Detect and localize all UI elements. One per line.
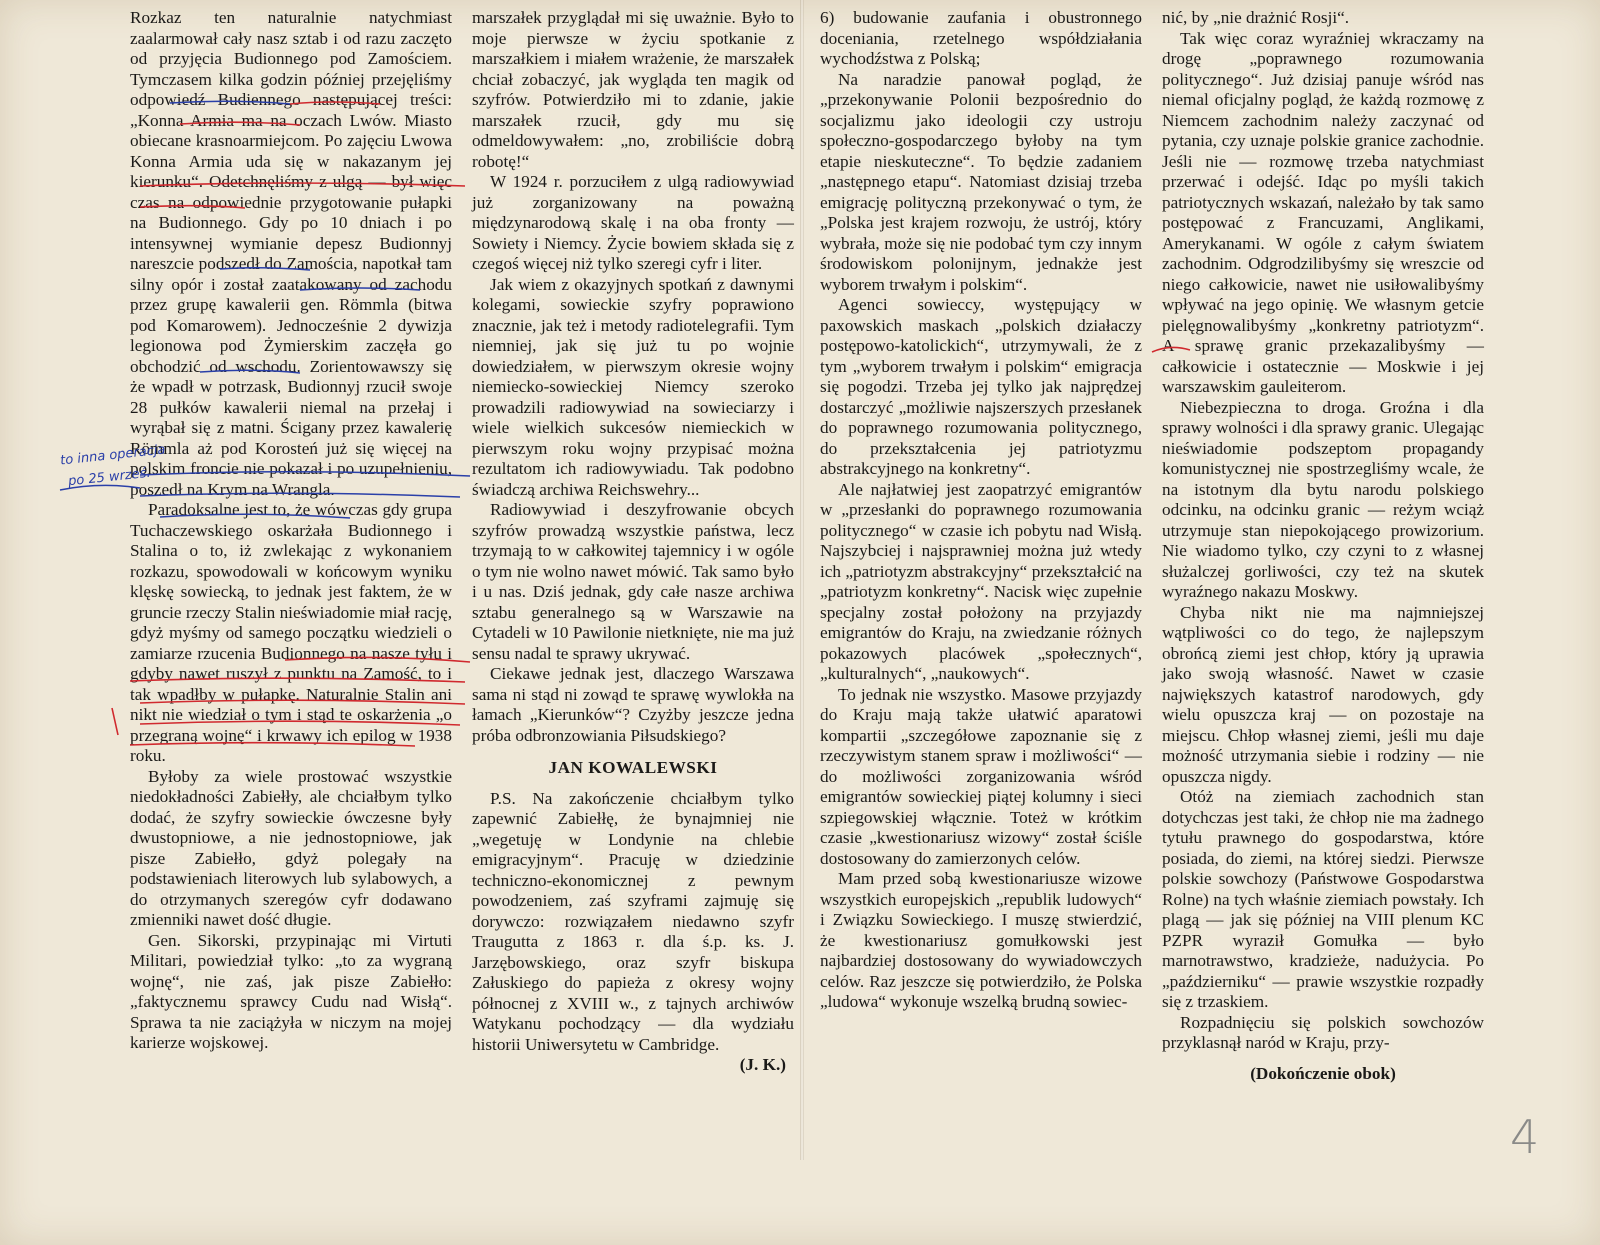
blue-underline <box>140 472 470 476</box>
paragraph: Rozkaz ten naturalnie natychmiast zaalarmował cały nasz sztab i od razu zaczęto od przyjęcia Budionnego pod Zamościem. Tymczasem kilka godzin później przejęliśmy odpowiedź Budiennego następującej treści: „Konna Armia ma na oczach Lwów. Miasto obiecane krasnoarmiejcom. Po zajęciu Lwowa Konna Armia uda się w nakazanym jej kierunku“. Odetchnęliśmy z ulgą — był więc czas na odpowiednie przygotowanie pułapki na Budionnego. Gdy po 10 dniach i po intensywnej wymianie depesz Budionnyj nareszcie podszedł do Zamościa, napotkał tam silny opór i został zaatakowany od zachodu przez grupę kawalerii gen. Römmla (bitwa pod Komarowem). Jednocześnie 2 dywizja legionowa pod Żymierskim zaczęła go obchodzić od wschodu. Zorientowawszy się że wpadł w potrzask, Budionnyj rzucił swoje 28 pułków kawalerii niemal na przełaj i wyrąbał się z matni. Ścigany przez kawalerię Römmla aż pod Korosteń już się więcej na polskim froncie nie pokazał i po uzupełnieniu, poszedł na Krym na Wrangla. <box>130 8 452 499</box>
paragraph: Chyba nikt nie ma najmniejszej wątpliwości co do tego, że najlepszym obrońcą ziemi jest chłop, który ją uprawia jako swoją własność. Nawet w czasie największych katastrof narodowych, gdy wielu opuszcza kraj — on pozostaje na miejscu. Chłop własnej ziemi, jeśli mu daje możność utrzymania siebie i rodziny — nie opuszcza nigdy. <box>1162 602 1484 786</box>
blue-underline <box>200 370 300 373</box>
paragraph: Ciekawe jednak jest, dlaczego Warszawa sama ni stąd ni zowąd te sprawę wywlokła na łamach „Kierunków“? Czyżby jeszcze jedna próba odbronzowiania Piłsudskiego? <box>472 664 794 745</box>
blue-underline <box>300 288 420 290</box>
paragraph: nić, by „nie drażnić Rosji“. <box>1162 8 1350 27</box>
paragraph: 6) budowanie zaufania i obustronnego doceniania, rzetelnego współdziałania wychodźstwa z Polską; <box>820 8 1142 68</box>
red-margin-line <box>112 708 118 735</box>
red-underline <box>140 721 460 725</box>
paragraph: Radiowywiad i deszyfrowanie obcych szyfrów prowadzą wszystkie państwa, lecz trzymają to w całkowitej tajemnicy i w ogóle o tym nie wolno nawet mówić. Tak samo było i u nas. Dziś jednak, gdy całe nasze archiwa sztabu generalnego są w Warszawie na Cytadeli w 10 Pawilonie nietknięte, nie ma już sensu nadal te sprawy ukrywać. <box>472 500 794 663</box>
paragraph: Tak więc coraz wyraźniej wkraczamy na drogę „poprawnego rozumowania politycznego“. Już dzisiaj panuje wśród nas niemal oficjalny pogląd, że każdą rozmowę z Niemcem zachodnim należy zaczynać od pytania, czy uznaje polskie granice zachodnie. Jeśli nie — rozmowę trzeba natychmiast przerwać i odejść. Idąc po myśli takich patriotycznych wskazań, należało by tak samo postępować z Francuzami, Anglikami, Amerykanami. W ogóle z całym światem zachodnim. Odgrodzilibyśmy się wreszcie od niego całkowicie, nawet nie usiłowalibyśmy wpływać na jego opinię. We własnym getcie pielęgnowalibyśmy „konkretny patriotyzm“. A sprawę granic przekazalibyśmy — całkowicie i ostatecznie — Moskwie i jej warszawskim gauleiterom. <box>1162 28 1484 396</box>
paragraph: Otóż na ziemiach zachodnich stan dotychczas jest taki, że chłop nie ma żadnego tytułu prawnego do gospodarstwa, które posiada, do ziemi, na której siedzi. Pierwsze polskie sowchozy (Państwowe Gospodarstwa Rolne) na tych właśnie ziemiach powstały. Ich plagą — jak się później na VIII plenum KC PZPR wyraził Gomułka — było marnotrawstwo, kradzieże, nadużycia. Po „październiku“ — prawie wszystkie rozpadły się z trzaskiem. <box>1162 787 1484 1011</box>
red-underline <box>140 183 465 186</box>
paragraph: Paradoksalne jest to, że wówczas gdy grupa Tuchaczewskiego oskarżała Budionnego i Stalina o to, iż zwlekając z wykonaniem rozkazu, spowodowali w końcowym wyniku klęskę sowiecką, to jednak jest faktem, że w gruncie rzeczy Stalin nieświadomie miał rację, gdyż myśmy od samego początku wiedzieli o zamiarze rzucenia Budionnego na nasze tyłu i gdyby nawet ruszył z punktu na Zamość, to i tak wpadłby w pułapkę. Naturalnie Stalin ani nikt nie wiedział o tym i stąd te oskarżenia „o przegraną wojnę“ i krwawy ich epilog w 1938 roku. <box>130 500 452 765</box>
paragraph: Mam przed sobą kwestionariusze wizowe wszystkich europejskich „republik ludowych“ i Związku Sowieckiego. I muszę stwierdzić, że kwestionariusz gomułkowski jest najbardziej dostosowany do wywiadowczych celów. Raz jeszcze się potwierdziło, że Polska „ludowa“ wykonuje wszelką brudną sowiec- <box>820 869 1142 1011</box>
blue-underline <box>170 101 290 104</box>
continuation-note: (Dokończenie obok) <box>1250 1063 1396 1083</box>
paragraph: Rozpadnięciu się polskich sowchozów przyklasnął naród w Kraju, przy- <box>1162 1012 1484 1052</box>
paragraph: Jak wiem z okazyjnych spotkań z dawnymi kolegami, sowieckie szyfry poprawiono znacznie, jak też i metody radiotelegrafii. Tym niemniej, jak się już tu po wojnie dowiedziałem, w pierwszym okresie wojny niemiecko-sowieckiej Niemcy szeroko prowadzili radiowywiad na sowieciarzy i wiele wielkich sukcesów niemieckich w pierwszym roku wojny przypisać można rezultatom ich radiowywiadu. Tak podobno świadczą archiwa Reichswehry... <box>472 274 794 499</box>
red-underline <box>140 700 465 704</box>
red-underline <box>285 657 470 662</box>
red-underline <box>180 122 300 125</box>
blue-underline <box>160 514 350 518</box>
paragraph: marszałek przyglądał mi się uważnie. Było to moje pierwsze w życiu spotkanie z marszałkiem i miałem wrażenie, że marszałek chciał zobaczyć, jak wygląda ten magik od szyfrów. Potwierdziło mi to zdanie, jakie marszałek rzucił, gdy mu się odmeldowywałem: „no, zrobiliście dobrą robotę!“ <box>472 8 794 171</box>
author-initials: (J. K.) <box>739 1055 786 1074</box>
red-underline <box>1152 347 1190 352</box>
author-signature: JAN KOWALEWSKI <box>548 758 718 777</box>
page-number: 4 <box>1510 1110 1540 1164</box>
red-underline <box>140 206 245 208</box>
postscript: P.S. Na zakończenie chciałbym tylko zapewnić Zabiełłę, że bynajmniej nie „wegetuję w Londynie na chlebie emigracyjnym“. Pracuję w dziedzinie techniczno-ekonomicznej z pewnym powodzeniem, zaś szyframi zajmuję się dorywczo: rozwiązałem niedawno szyfr Traugutta z 1863 r. dla ś.p. ks. J. Jarzębowskiego, oraz szyfr biskupa Załuskiego do papieża z okresy wojny północnej z XVIII w., z tajnych archiwów Watykanu pochodzący — dla wydziału historii Uniwersytetu w Cambridge. <box>472 788 794 1054</box>
red-underline <box>290 102 380 104</box>
paragraph: Byłoby za wiele prostować wszystkie niedokładności Zabiełły, ale chciałbym tylko dodać, że szyfry sowieckie ówczesne były dwustopniowe, a nie jednostopniowe, jak pisze Zabiełło, gdyż polegały na podstawieniach literowych lub sylabowych, a do otrzymanych szeregów cyfr dodawano zmienniki nawet dość długie. <box>130 766 452 929</box>
blue-underline <box>140 493 460 497</box>
paragraph: To jednak nie wszystko. Masowe przyjazdy do Kraju mają także ułatwić aparatowi kompartii „szczegółowe zapoznanie się z rzeczywistym stanem spraw i możliwości“ — do możliwości zorganizowania wśród emigrantów sowieckiej piątej kolumny i sieci szpiegowskiej włącznie. Toteż w krótkim czasie „kwestionariusz wizowy“ został ściśle dostosowany do zamierzonych celów. <box>820 684 1142 868</box>
paragraph: Na naradzie panował pogląd, że „przekonywanie Polonii bezpośrednio do socjalizmu jako ideologii czy ustroju społeczno-gospodarczego byłoby na tym etapie nieskuteczne“. To będzie zadaniem „następnego etapu“. Natomiast dzisiaj trzeba emigrację polityczną przekonywać o tym, że „Polska jest krajem rozwoju, że ustrój, który wybrała, może się nie podobać tym czy innym środowiskom polonijnym, jednakże jest wyborem trwałym i polskim“. <box>820 69 1142 294</box>
handwritten-note: to inna operacja <box>59 442 167 469</box>
red-underline <box>130 743 415 746</box>
paragraph: Gen. Sikorski, przypinając mi Virtuti Militari, powiedział tylko: „to za wygraną wojnę“, nie zaś, jak pisze Zabiełło: „faktycznemu sprawcy Cudu nad Wisłą“. Sprawa ta nie zaciążyła w niczym na mojej karierze wojskowej. <box>130 930 452 1052</box>
paragraph: Agenci sowieccy, występujący w paxowskich maskach „polskich działaczy postępowo-katolickich“, utrzymywali, że z tym „wyborem trwałym i polskim“ emigracja się pogodzi. Trzeba jej tylko jak najprędzej dostarczyć „możliwie najszerszych przesłanek do poprawnego rozumowania politycznego, do przekształcenia jej patriotyzmu abstrakcyjnego na konkretny“. <box>820 295 1142 478</box>
handwritten-note: po 25 wrześ. <box>67 465 152 490</box>
blue-underline <box>220 268 310 270</box>
red-underline <box>130 678 465 682</box>
paragraph: Niebezpieczna to droga. Groźna i dla sprawy wolności i dla sprawy granic. Ulegając nieświadomie podszeptom propagandy komunistycznej nie spostrzegliśmy wcale, że na istotnym dla bytu narodu polskiego odcinku, na odcinku granic — reżym wciąż utrzymuje stan niepokojącego prowizorium. Nie wiadomo tylko, czy czyni to z własnej służalczej gorliwości, czy też na skutek wyraźnego nakazu Moskwy. <box>1162 397 1484 601</box>
red-underlines <box>112 102 1190 746</box>
paragraph: Ale najłatwiej jest zaopatrzyć emigrantów w „przesłanki do poprawnego rozumowania politycznego“ w czasie ich pobytu nad Wisłą. Najszybciej i najsprawniej można już wtedy ich „patriotyzm abstrakcyjny“ przekształcić na „patriotyzm konkretny“. Nacisk więc zupełnie specjalny został położony na przyjazdy emigrantów do Kraju, na zwiedzanie różnych pokazowych placówek „społecznych“, „kulturalnych“, „naukowych“. <box>820 479 1142 683</box>
paragraph: W 1924 r. porzuciłem z ulgą radiowywiad już zorganizowany na poważną międzynarodową skalę i na oba fronty — Sowiety i Niemcy. Życie bowiem składa się z czegoś więcej niż tylko szeregi cyfr i liter. <box>472 172 794 273</box>
